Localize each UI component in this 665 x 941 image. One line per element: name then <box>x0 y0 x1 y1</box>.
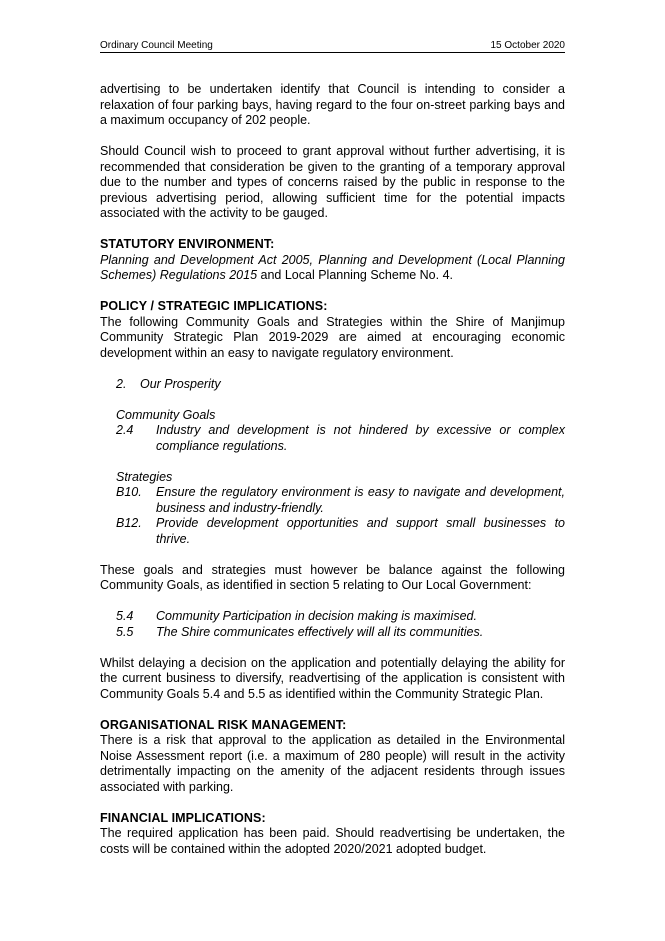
prosperity-number: 2. <box>116 376 127 391</box>
local-goals-block <box>116 609 565 640</box>
policy-intro: The following Community Goals and Strategies within the Shire of Manjimup Community Strategic Plan 2019-2029 are aimed at encouraging economic development within an easy to navigate regulatory environment. <box>100 314 565 360</box>
document-body <box>100 82 565 857</box>
whilst-paragraph: Whilst delaying a decision on the application and potentially delaying the ability for the current business to diversify, readvertising of the application is consistent with Community Goals 5.4 and 5.5 as identified within the Community Strategic Plan. <box>100 655 565 701</box>
local-goal-number: 5.5 <box>116 624 134 639</box>
meeting-title: Ordinary Council Meeting <box>100 40 213 51</box>
financial-text: The required application has been paid. Should readvertising be undertaken, the costs will be contained within the adopted 2020/2021 adopted budget. <box>100 826 565 856</box>
risk-text: There is a risk that approval to the application as detailed in the Environmental Noise Assessment report (i.e. a maximum of 280 people) will result in the activity detrimentally impacting on the amenity of the adjacent residents through issues associated with parking. <box>100 733 565 794</box>
strategy-text: Ensure the regulatory environment is easy to navigate and development, business and industry-friendly. <box>156 485 565 515</box>
strategies-label: Strategies <box>116 469 173 484</box>
goal-item <box>116 423 565 454</box>
local-goal-item <box>116 609 565 625</box>
header-divider <box>100 52 565 53</box>
statutory-legislation: Planning and Development Act 2005, Planning and Development (Local Planning Schemes) Regulations 2015 <box>100 252 565 282</box>
prosperity-item <box>116 377 565 393</box>
local-goal-text: The Shire communicates effectively will all its communities. <box>156 624 484 639</box>
statutory-scheme: and Local Planning Scheme No. 4. <box>257 268 454 282</box>
local-goal-text: Community Participation in decision making is maximised. <box>156 609 477 623</box>
paragraph-advertising: advertising to be undertaken identify that Council is intending to consider a relaxation of four parking bays, having regard to the four on-street parking bays and a maximum occupancy of 202 people. <box>100 82 565 127</box>
balance-paragraph: These goals and strategies must however be balance against the following Community Goals, as identified in section 5 relating to Our Local Government: <box>100 562 565 592</box>
statutory-text <box>100 253 565 284</box>
financial-heading: FINANCIAL IMPLICATIONS: <box>100 810 266 825</box>
community-goals-label: Community Goals <box>116 407 216 422</box>
local-goal-number: 5.4 <box>116 609 134 623</box>
goal-number: 2.4 <box>116 423 134 437</box>
local-goal-item <box>116 625 565 641</box>
strategy-item <box>116 485 565 516</box>
strategy-number: B10. <box>116 485 142 499</box>
strategy-item <box>116 516 565 547</box>
prosperity-label: Our Prosperity <box>140 376 221 391</box>
policy-heading: POLICY / STRATEGIC IMPLICATIONS: <box>100 299 328 313</box>
meeting-date: 15 October 2020 <box>490 40 565 51</box>
statutory-heading: STATUTORY ENVIRONMENT: <box>100 237 275 251</box>
paragraph-temporary-approval: Should Council wish to proceed to grant approval without further advertising, it is recommended that consideration be given to the granting of a temporary approval due to the number and types of concerns raised by the public in response to the previous advertising period, allowing sufficient time for the potential impacts associated with the activity to be gauged. <box>100 144 565 220</box>
risk-heading: ORGANISATIONAL RISK MANAGEMENT: <box>100 717 347 732</box>
strategy-text: Provide development opportunities and support small businesses to thrive. <box>156 516 565 546</box>
goal-text: Industry and development is not hindered by excessive or complex compliance regulations. <box>156 423 565 453</box>
community-goals-block <box>116 408 565 548</box>
strategy-number: B12. <box>116 516 142 530</box>
